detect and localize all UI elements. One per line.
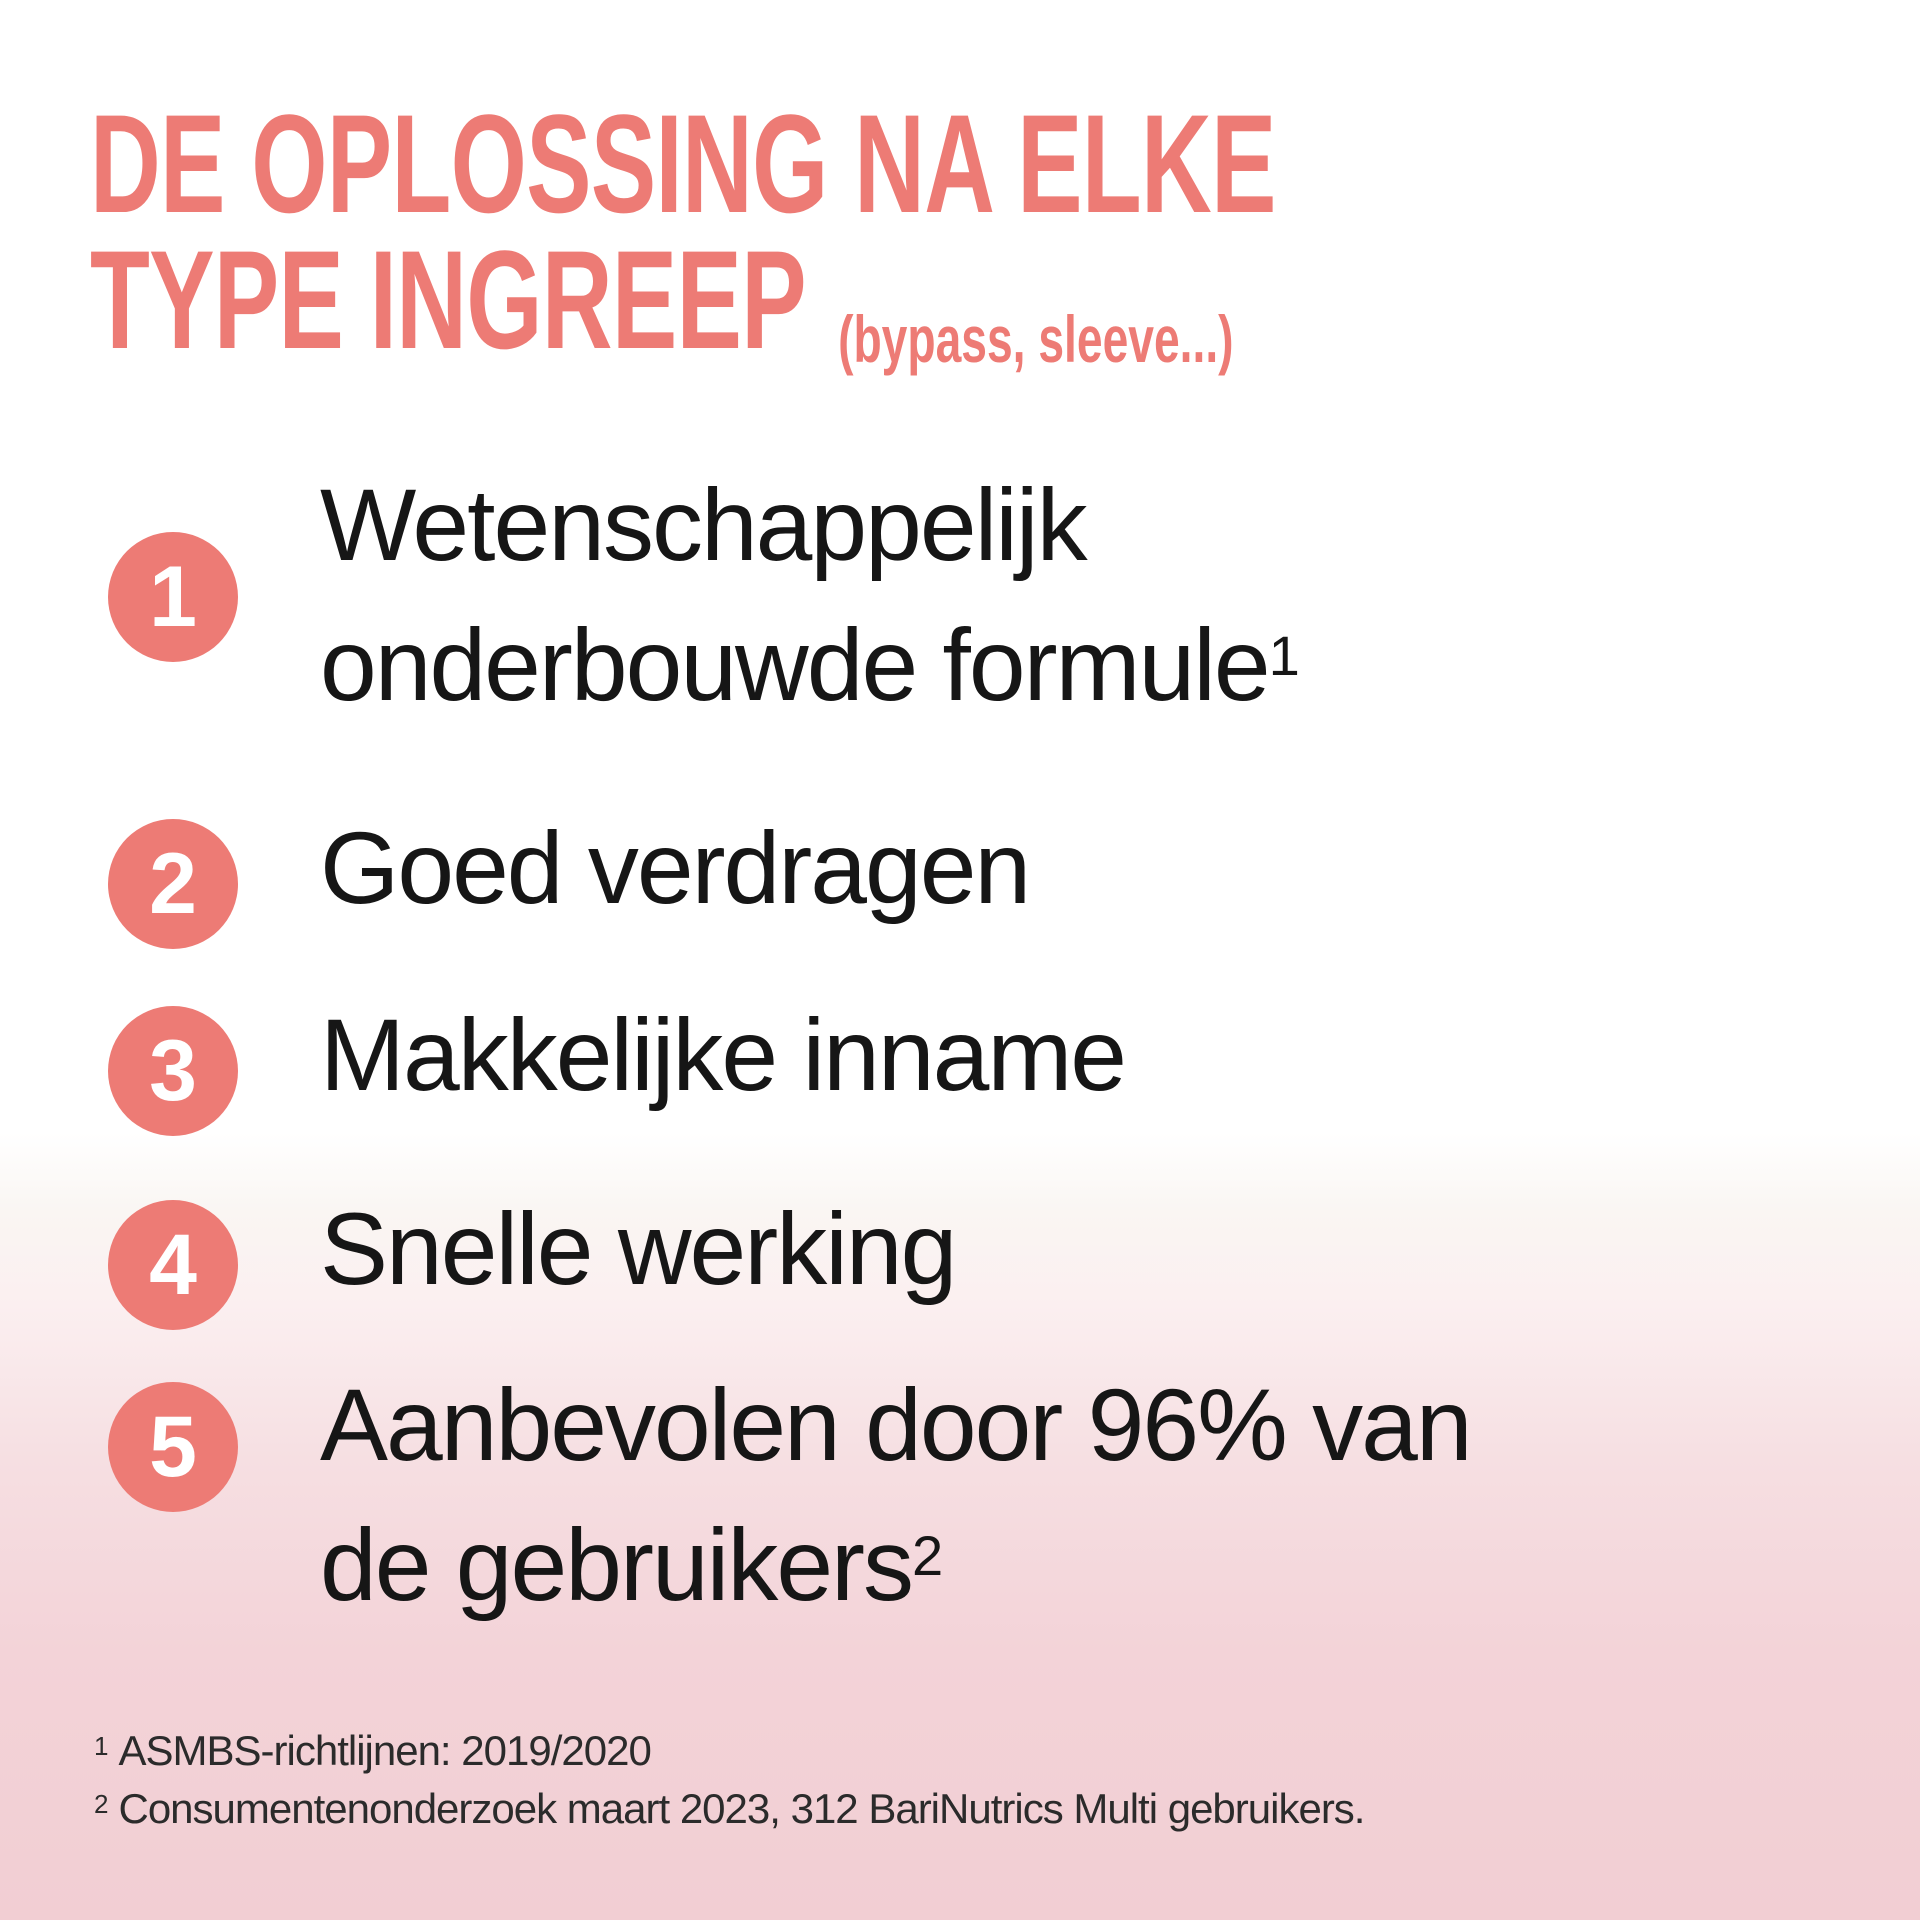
footnote-2-text: Consumentenonderzoek maart 2023, 312 BariNutrics Multi gebruikers.: [118, 1785, 1365, 1832]
list-number-badge-3: 3: [108, 1006, 238, 1136]
list-item-5-line-1: Aanbevolen door 96% van: [320, 1368, 1471, 1482]
list-item-4-line-1: Snelle werking: [320, 1192, 956, 1306]
footnote-1: [94, 1722, 1364, 1780]
list-number-badge-2: 2: [108, 819, 238, 949]
footnote-2-marker: 2: [94, 1788, 109, 1819]
list-item-2-line-1: Goed verdragen: [320, 811, 1030, 925]
list-item-1-line-2: [320, 595, 1300, 735]
footnote-ref-2-icon: 2: [912, 1523, 944, 1587]
footnote-ref-1-icon: 1: [1268, 623, 1300, 687]
list-number-badge-1: 1: [108, 532, 238, 662]
title-line-2: [90, 221, 1910, 393]
title-line-2-text: TYPE INGREEP: [90, 221, 806, 378]
title-line-1: DE OPLOSSING NA ELKE: [90, 85, 1276, 242]
list-item-5-line-2-text: de gebruikers: [320, 1508, 913, 1622]
list-item-3-line-1: Makkelijke inname: [320, 998, 1126, 1112]
title-parenthetical: (bypass, sleeve...): [838, 302, 1234, 376]
list-item-1: [320, 455, 1300, 735]
list-item-1-line-2-text: onderbouwde formule: [320, 608, 1269, 722]
list-item-4: [320, 1179, 955, 1319]
list-number-badge-4: 4: [108, 1200, 238, 1330]
list-item-1-line-1: Wetenschappelijk: [320, 468, 1086, 582]
footnote-2: [94, 1780, 1364, 1838]
footnotes: [94, 1722, 1364, 1838]
footnote-1-text: ASMBS-richtlijnen: 2019/2020: [118, 1727, 651, 1774]
list-item-5: [320, 1355, 1471, 1635]
list-item-3: [320, 985, 1125, 1125]
list-number-badge-5: 5: [108, 1382, 238, 1512]
page-title: [90, 85, 1910, 393]
footnote-1-marker: 1: [94, 1730, 109, 1761]
list-item-5-line-2: [320, 1495, 1471, 1635]
list-item-2: [320, 798, 1029, 938]
